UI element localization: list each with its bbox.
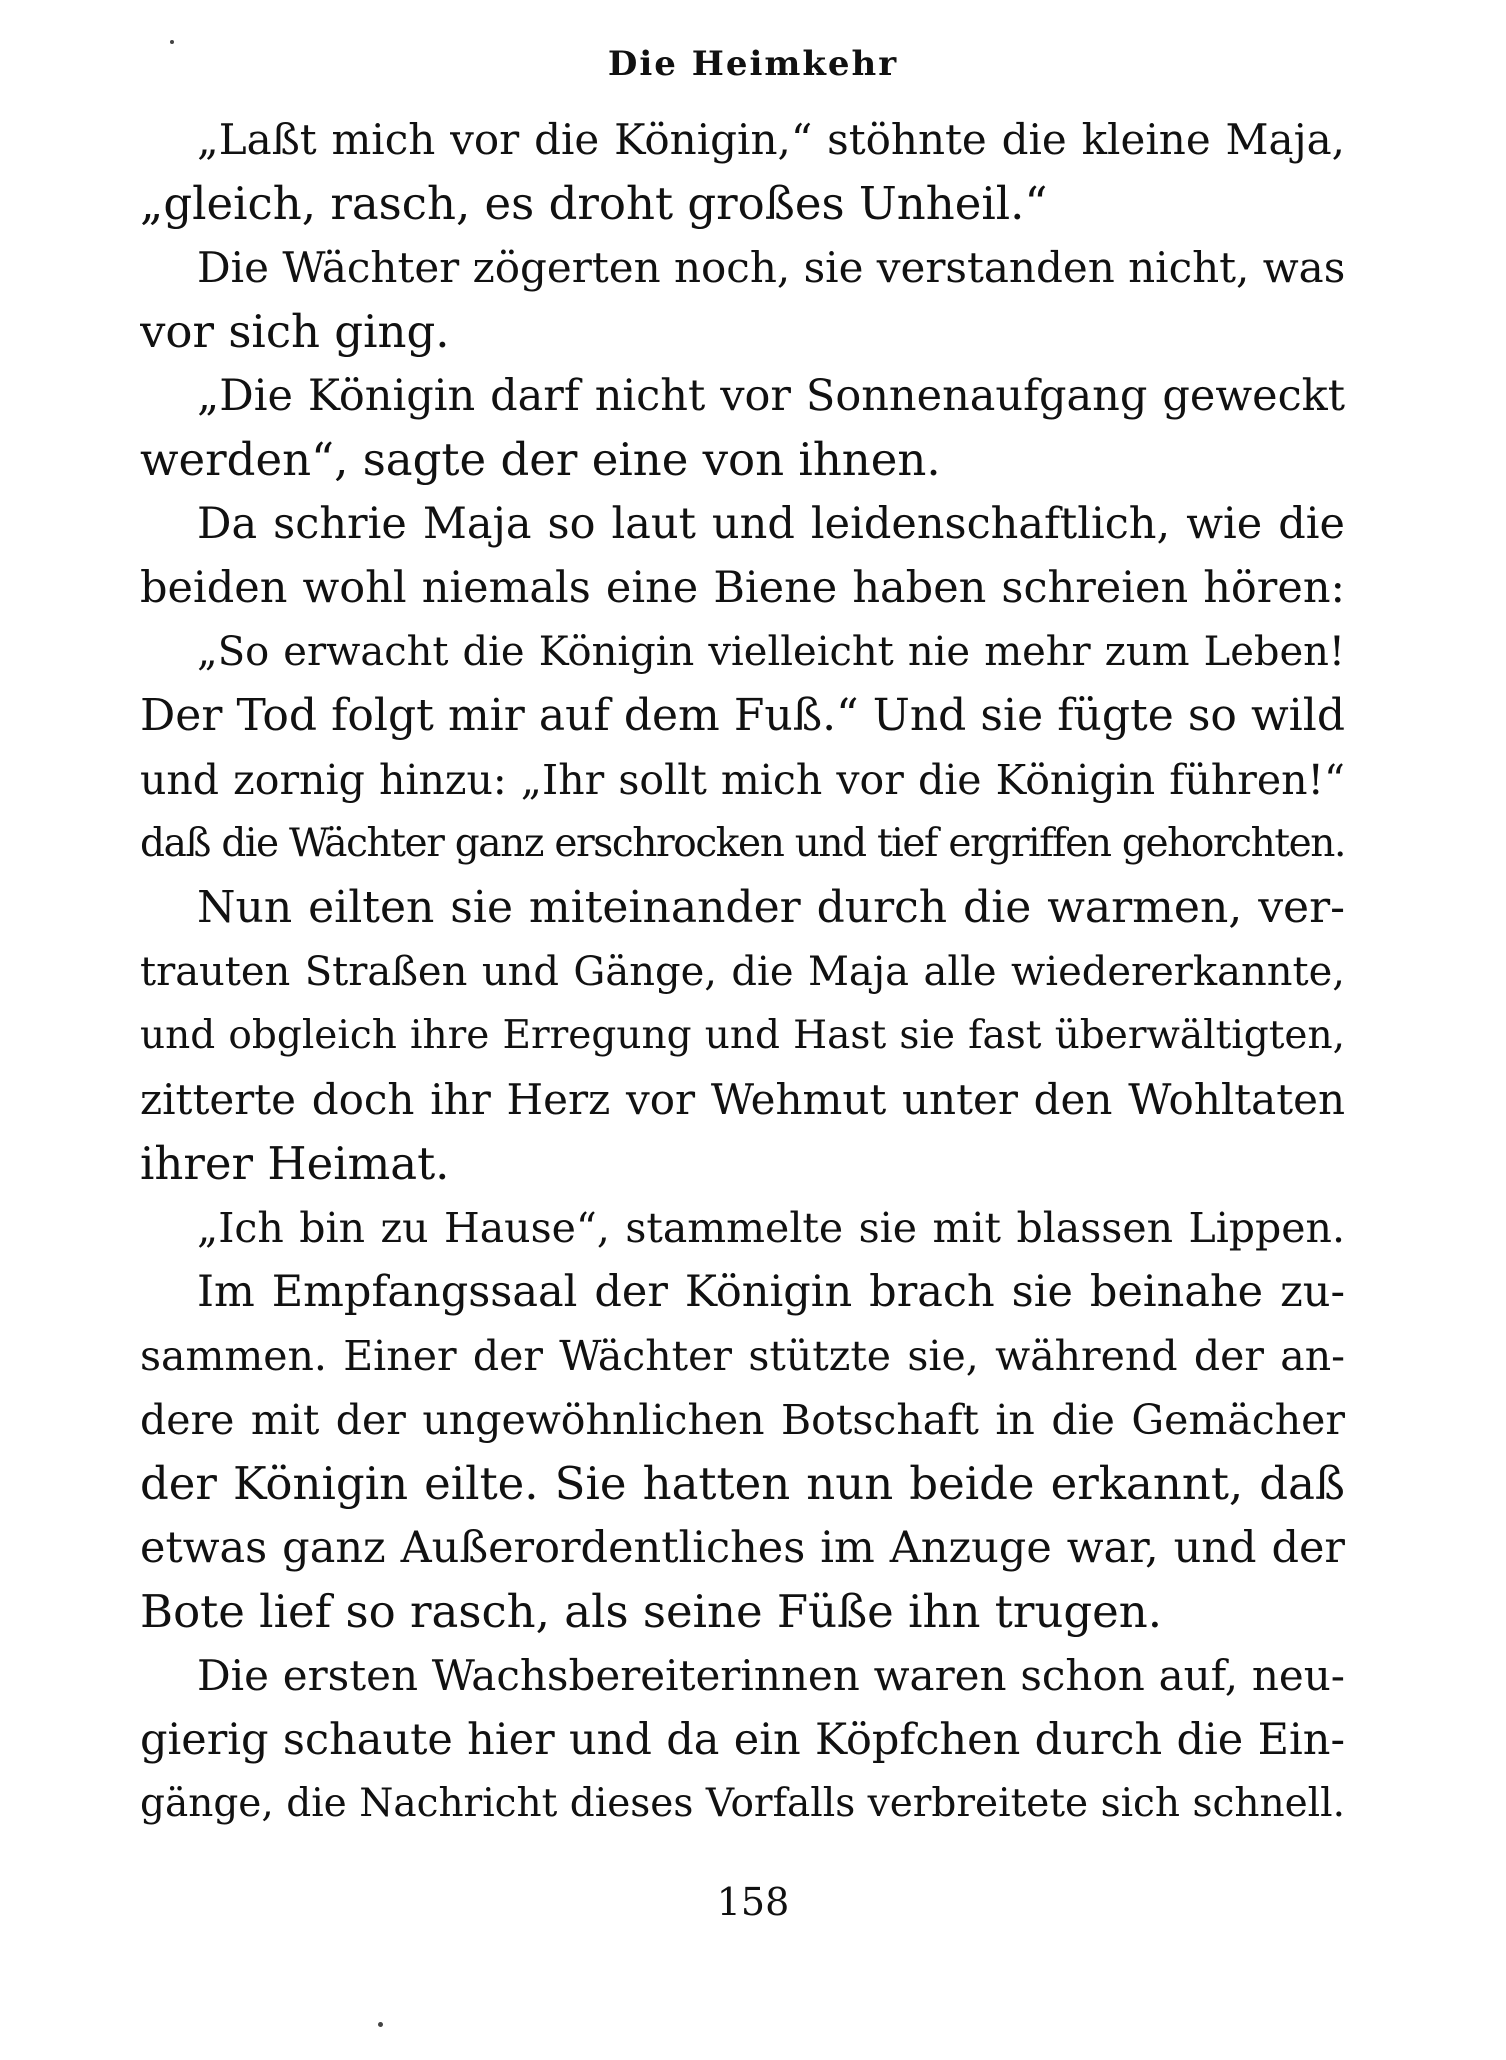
text-line: gierig schaute hier und da ein Köpfchen durch die Ein- [140, 1715, 1345, 1765]
text-line: zitterte doch ihr Herz vor Wehmut unter den Wohltaten [140, 1075, 1345, 1124]
text-line: daß die Wächter ganz erschrocken und tief ergriffen gehorchten. [140, 821, 1345, 866]
text-line: „So erwacht die Königin vielleicht nie mehr zum Leben! [197, 629, 1345, 675]
text-line: sammen. Einer der Wächter stützte sie, während der an- [140, 1332, 1345, 1380]
paper-speck [378, 2022, 383, 2027]
text-line: Im Empfangssaal der Königin brach sie beinahe zu- [197, 1267, 1345, 1317]
text-line: gänge, die Nachricht dieses Vorfalls verbreitete sich schnell. [140, 1781, 1345, 1826]
text-line: etwas ganz Außerordentliches im Anzuge war, und der [140, 1523, 1345, 1573]
text-line: Da schrie Maja so laut und leidenschaftlich, wie die [197, 499, 1345, 549]
text-line: Der Tod folgt mir auf dem Fuß.“ Und sie fügte so wild [140, 690, 1345, 741]
text-line: dere mit der ungewöhnlichen Botschaft in die Gemächer [140, 1396, 1345, 1444]
text-line: vor sich ging. [140, 305, 450, 358]
text-line: Die Wächter zögerten noch, sie verstanden nicht, was [197, 243, 1345, 292]
text-line: trauten Straßen und Gänge, die Maja alle wiedererkannte, [140, 949, 1345, 995]
paper-speck [170, 40, 174, 44]
text-line: und zornig hinzu: „Ihr sollt mich vor die Königin führen!“ [140, 756, 1345, 804]
page-number: 158 [716, 1880, 790, 1924]
text-line: Die ersten Wachsbereiterinnen waren schon auf, neu- [197, 1651, 1345, 1700]
text-line: ihrer Heimat. [140, 1137, 450, 1190]
text-line: „Laßt mich vor die Königin,“ stöhnte die kleine Maja, [197, 115, 1345, 164]
text-line: werden“, sagte der eine von ihnen. [140, 433, 941, 486]
text-line: „Ich bin zu Hause“, stammelte sie mit blassen Lippen. [197, 1204, 1345, 1252]
text-line: „gleich, rasch, es droht großes Unheil.“ [140, 177, 1048, 230]
running-head: Die Heimkehr [607, 44, 899, 84]
text-line: beiden wohl niemals eine Biene haben schreien hören: [140, 563, 1345, 613]
text-line: Bote lief so rasch, als seine Füße ihn trugen. [140, 1585, 1163, 1638]
text-line: der Königin eilte. Sie hatten nun beide erkannt, daß [140, 1457, 1345, 1510]
body-text [140, 108, 1345, 1836]
text-line: Nun eilten sie miteinander durch die warmen, ver- [197, 882, 1345, 933]
text-line: und obgleich ihre Erregung und Hast sie fast überwältigten, [140, 1013, 1345, 1058]
text-line: „Die Königin darf nicht vor Sonnenaufgang geweckt [197, 371, 1345, 421]
